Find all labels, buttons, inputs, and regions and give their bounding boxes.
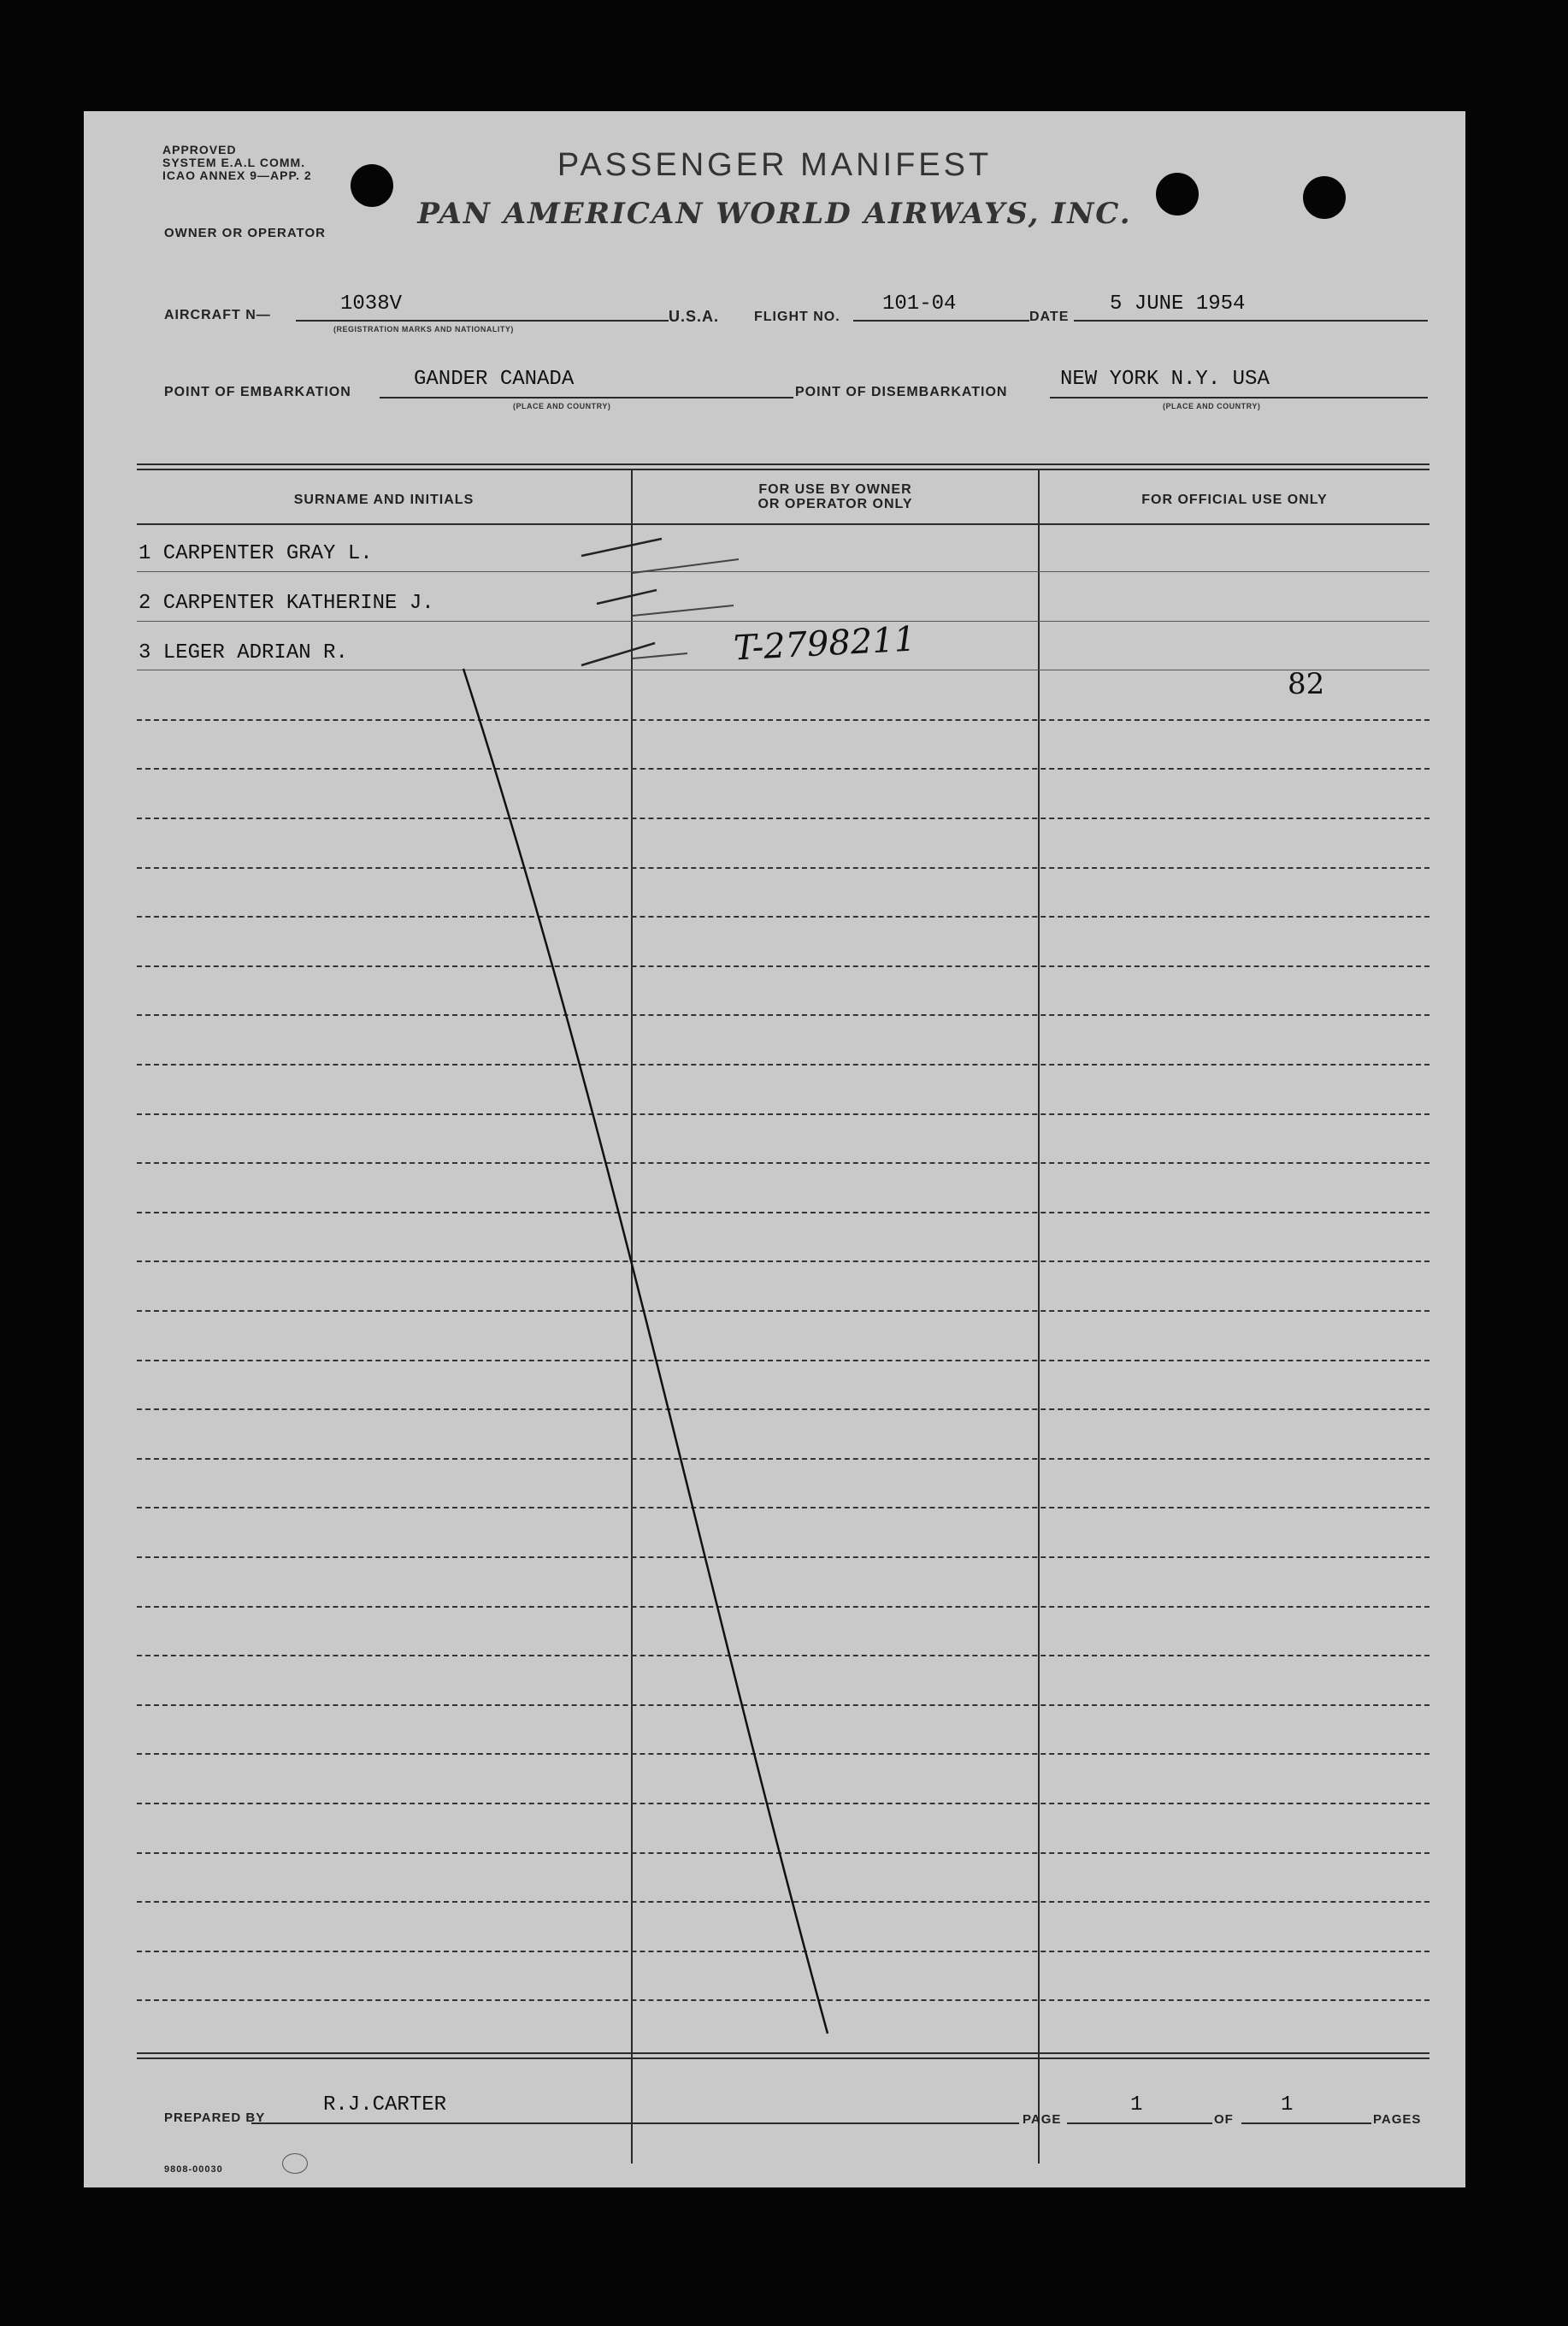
table-top-rule (137, 463, 1429, 465)
embarkation-note: (PLACE AND COUNTRY) (513, 402, 611, 410)
table-row-line (137, 1113, 1429, 1115)
table-row-line (137, 1606, 1429, 1608)
registration-note: (REGISTRATION MARKS AND NATIONALITY) (333, 325, 514, 334)
table-row-line (137, 621, 1429, 622)
of-label: OF (1214, 2112, 1234, 2127)
diagonal-stroke (463, 669, 828, 2034)
approval-line: ICAO ANNEX 9—APP. 2 (162, 168, 312, 182)
table-row-line (137, 1458, 1429, 1460)
table-row-line (137, 1408, 1429, 1410)
table-row-line (137, 1360, 1429, 1361)
table-row-line (137, 1162, 1429, 1164)
page-label: PAGE (1023, 2112, 1062, 2127)
table-row-line (137, 1014, 1429, 1016)
column-header-official: FOR OFFICIAL USE ONLY (1141, 493, 1328, 507)
tick-stroke (597, 590, 657, 604)
printed-stamp-icon (282, 2153, 308, 2174)
flight-no-value: 101-04 (882, 292, 957, 316)
embarkation-label: POINT OF EMBARKATION (164, 385, 351, 399)
embarkation-value: GANDER CANADA (414, 368, 575, 391)
table-row-line (137, 965, 1429, 967)
disembarkation-underline (1050, 397, 1428, 398)
page-title: PASSENGER MANIFEST (557, 147, 993, 183)
table-row-line (137, 1753, 1429, 1755)
tick-stroke (581, 539, 662, 556)
passenger-name: 1 CARPENTER GRAY L. (139, 542, 373, 565)
table-bottom-rule (137, 2052, 1429, 2054)
date-underline (1074, 320, 1428, 322)
passenger-name: 2 CARPENTER KATHERINE J. (139, 592, 434, 615)
column-header-operator (633, 482, 1038, 511)
table-row-line (137, 1260, 1429, 1262)
table-row-line (137, 1704, 1429, 1706)
of-value: 1 (1281, 2093, 1294, 2116)
header-rule (137, 523, 1429, 525)
prepared-by-label: PREPARED BY (164, 2111, 266, 2125)
flight-underline (853, 320, 1029, 322)
pages-label: PAGES (1373, 2112, 1422, 2127)
tick-stroke (633, 653, 687, 658)
tick-stroke (633, 605, 734, 616)
approval-line: SYSTEM E.A.L COMM. (162, 156, 306, 169)
table-top-rule (137, 469, 1429, 470)
aircraft-label: AIRCRAFT N— (164, 308, 271, 322)
of-underline (1241, 2122, 1371, 2124)
manifest-sheet (84, 111, 1465, 2187)
operator-note: T-2798211 (732, 619, 917, 669)
disembarkation-label: POINT OF DISEMBARKATION (795, 385, 1008, 399)
table-row-line (137, 1507, 1429, 1508)
table-row-line (137, 1999, 1429, 2001)
column-header-line: OR OPERATOR ONLY (757, 497, 913, 511)
table-row-line (137, 1951, 1429, 1952)
date-value: 5 JUNE 1954 (1110, 292, 1246, 316)
table-row-line (137, 768, 1429, 770)
disembarkation-note: (PLACE AND COUNTRY) (1163, 402, 1261, 410)
handwritten-strokes (84, 111, 1465, 2187)
page-value: 1 (1130, 2093, 1143, 2116)
airline-name: PAN AMERICAN WORLD AIRWAYS, INC. (417, 197, 1132, 231)
passenger-name: 3 LEGER ADRIAN R. (139, 641, 348, 664)
owner-label: OWNER OR OPERATOR (164, 226, 326, 240)
table-row-line (137, 1556, 1429, 1558)
tick-stroke (581, 643, 655, 665)
table-row-line (137, 1212, 1429, 1213)
table-row-line (137, 818, 1429, 819)
table-row-line (137, 1064, 1429, 1066)
approval-line: APPROVED (162, 143, 237, 156)
table-row-line (137, 1655, 1429, 1656)
table-row-line (137, 571, 1429, 572)
form-number: 9808-00030 (164, 2164, 223, 2175)
page-underline (1067, 2122, 1212, 2124)
aircraft-underline (296, 320, 669, 322)
table-row-line (137, 1901, 1429, 1903)
embarkation-underline (380, 397, 793, 398)
table-row-line (137, 867, 1429, 869)
table-row-line (137, 1310, 1429, 1312)
column-header-line: FOR USE BY OWNER (758, 482, 912, 497)
table-row-line (137, 1852, 1429, 1854)
column-divider (1038, 469, 1040, 2164)
column-header-surname: SURNAME AND INITIALS (293, 493, 475, 507)
column-divider (631, 469, 633, 2164)
table-row-line (137, 719, 1429, 721)
table-bottom-rule (137, 2057, 1429, 2059)
aircraft-value: 1038V (340, 292, 403, 316)
usa-label: U.S.A. (669, 308, 720, 325)
official-mark: 82 (1288, 667, 1325, 701)
flight-no-label: FLIGHT NO. (754, 310, 840, 324)
disembarkation-value: NEW YORK N.Y. USA (1060, 368, 1270, 391)
prepared-by-value: R.J.CARTER (323, 2093, 447, 2116)
date-label: DATE (1029, 310, 1070, 324)
prepared-underline (251, 2122, 1019, 2124)
table-row-line (137, 1803, 1429, 1804)
table-row-line (137, 916, 1429, 918)
